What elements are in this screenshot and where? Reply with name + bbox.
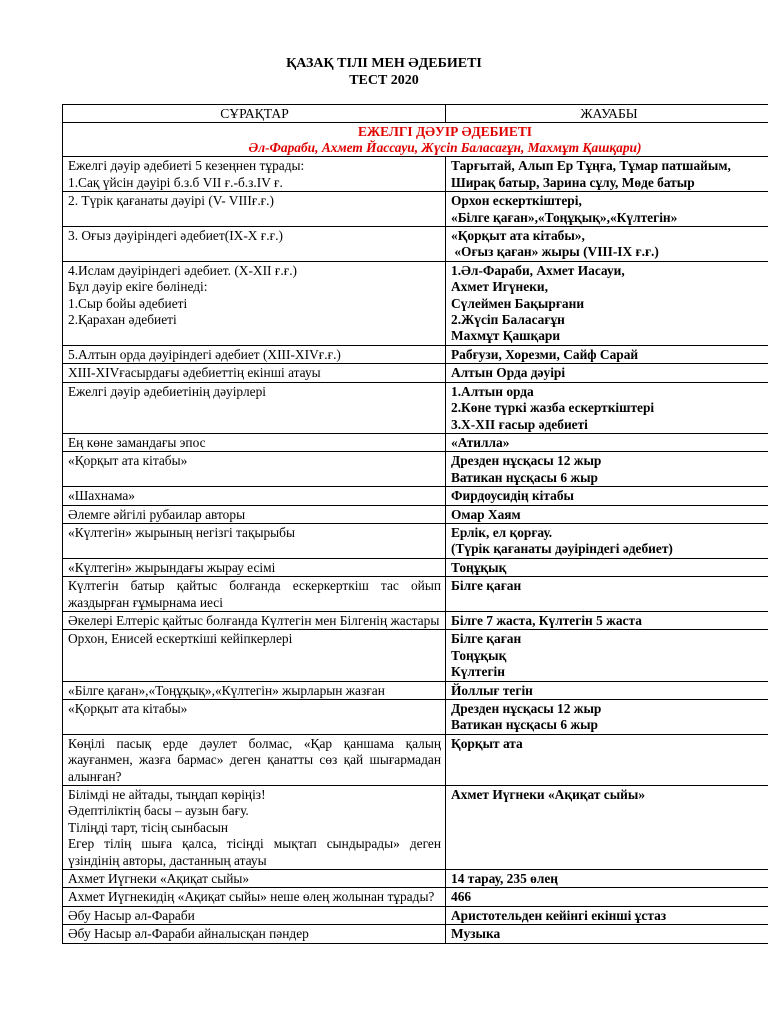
answer-text: Дрезден нұсқасы 12 жыр (451, 701, 602, 716)
answer-text: Ахмет Иүгнеки «Ақиқат сыйы» (451, 787, 646, 803)
table-row (63, 558, 768, 576)
answer-text: Тоңұқық (451, 647, 507, 663)
answer-text: Ахмет Игүнеки, (451, 279, 548, 295)
answer-text: «Атилла» (451, 434, 510, 450)
question-cell (63, 611, 446, 629)
answer-cell (446, 382, 768, 433)
answer-cell (446, 700, 768, 735)
table-row (63, 523, 768, 558)
table-row (63, 577, 768, 612)
table-row (63, 433, 768, 451)
answer-text: Білге қаған (451, 631, 522, 647)
answer-text: Ерлік, ел қорғау. (451, 524, 553, 540)
question-text: Ең көне замандағы эпос (68, 434, 206, 450)
answer-cell (446, 734, 768, 785)
answer-text: Білге 7 жаста, Күлтегін 5 жаста (451, 612, 642, 628)
question-cell (63, 870, 446, 888)
question-text: Әлемге әйгілі рубаилар авторы (68, 506, 246, 522)
answer-cell (446, 630, 768, 681)
question-text: Егер тілің шыға қалса, тісіңді мықтап сындырады» деген үзіндінің авторы, дастанның атауы (68, 836, 441, 868)
question-text: «Білге қаған»,«Тоңұқық»,«Күлтегін» жырларын жазған (68, 682, 385, 698)
answer-text: 2.Көне түркі жазба ескерткіштері (451, 400, 655, 416)
answer-cell (446, 577, 768, 612)
question-cell (63, 487, 446, 505)
question-text: Күлтегін батыр қайтыс болғанда ескеркерткіш тас ойып жаздырған ғұмырнама иесі (68, 578, 441, 610)
question-text: «Күлтегін» жырындағы жырау есімі (68, 559, 276, 575)
answer-text: «Қорқыт ата кітабы», (451, 228, 585, 244)
answer-cell (446, 261, 768, 345)
answer-text: «Білге қаған»,«Тоңұқық»,«Күлтегін» (451, 209, 678, 225)
answer-cell (446, 345, 768, 363)
table-row (63, 345, 768, 363)
document-subtitle: ТЕСТ 2020 (349, 73, 419, 88)
answer-text: Йоллығ тегін (451, 682, 533, 698)
section-authors: Әл-Фараби, Ахмет Йассауи, Жүсіп Баласағұн, Махмұт Қашқари) (248, 140, 642, 156)
question-text: Көңілі пасық ерде дәулет болмас, «Қар қаншама қалың жауғанмен, жазға бармас» деген қанатты сөз қай шығармадан алынған? (68, 735, 441, 784)
answer-text: Орхон ескерткіштері, (451, 193, 582, 209)
answer-cell (446, 364, 768, 382)
answer-cell (446, 870, 768, 888)
table-row (63, 734, 768, 785)
question-cell (63, 630, 446, 681)
answer-cell (446, 888, 768, 906)
question-cell (63, 382, 446, 433)
answer-text: Ватикан нұсқасы 6 жыр (451, 469, 599, 485)
question-cell (63, 681, 446, 699)
question-cell (63, 157, 446, 192)
question-text: 1.Сыр бойы әдебиеті (68, 295, 188, 311)
answer-cell (446, 157, 768, 192)
question-cell (63, 700, 446, 735)
table-row (63, 505, 768, 523)
answer-cell (446, 433, 768, 451)
table-row (63, 630, 768, 681)
question-cell (63, 786, 446, 870)
question-text: Әбу Насыр әл-Фараби (68, 907, 195, 923)
table-row (63, 452, 768, 487)
question-cell (63, 505, 446, 523)
answer-text: Тоңұқық (451, 559, 507, 575)
answer-text: Дрезден нұсқасы 12 жыр (451, 453, 602, 469)
answer-text: Музыка (451, 926, 501, 942)
question-text: Ежелгі дәуір әдебиетінің дәуірлері (68, 383, 266, 399)
question-text: Білімді не айтады, тыңдап көріңіз! (68, 787, 266, 803)
table-row (63, 888, 768, 906)
question-cell (63, 925, 446, 943)
question-text: Орхон, Енисей ескерткіші кейіпкерлері (68, 631, 293, 647)
table-row (63, 786, 768, 870)
question-text: 3. Оғыз дәуіріндегі әдебиет(IX-X ғ.ғ.) (68, 228, 283, 244)
answer-cell (446, 925, 768, 943)
qa-table (62, 104, 768, 944)
answer-text: Аристотельден кейінгі екінші ұстаз (451, 907, 667, 923)
table-row (63, 870, 768, 888)
question-cell (63, 345, 446, 363)
question-cell (63, 433, 446, 451)
table-row (63, 487, 768, 505)
answer-text: 2.Жүсіп Баласағұн (451, 312, 565, 328)
question-cell (63, 577, 446, 612)
answer-text: 14 тарау, 235 өлең (451, 871, 558, 887)
question-cell (63, 227, 446, 262)
table-row (63, 611, 768, 629)
answer-cell (446, 227, 768, 262)
table-row (63, 261, 768, 345)
section-heading (63, 123, 768, 157)
table-row (63, 192, 768, 227)
question-cell (63, 734, 446, 785)
question-cell (63, 906, 446, 924)
answer-cell (446, 786, 768, 870)
answer-text: «Оғыз қаған» жыры (VIII-IX ғ.ғ.) (451, 244, 659, 260)
question-text: XIII-XIVғасырдағы әдебиеттің екінші атауы (68, 365, 321, 381)
question-text: Әбу Насыр әл-Фараби айналысқан пәндер (68, 926, 309, 942)
answer-text: Күлтегін (451, 664, 505, 680)
answer-cell (446, 558, 768, 576)
table-row (63, 700, 768, 735)
section-row (63, 123, 768, 157)
answer-text: Омар Хаям (451, 506, 521, 522)
question-text: Тіліңді тарт, тісің сынбасын (68, 819, 229, 835)
question-cell (63, 364, 446, 382)
question-text: Ахмет Иүгнекидің «Ақиқат сыйы» неше өлең жолынан тұрады? (68, 889, 435, 905)
question-cell (63, 558, 446, 576)
table-row (63, 906, 768, 924)
table-row (63, 227, 768, 262)
question-text: Әкелері Елтеріс қайтыс болғанда Күлтегін мен Білгенің жастары (68, 612, 440, 628)
question-cell (63, 888, 446, 906)
answer-cell (446, 505, 768, 523)
question-text: Ежелгі дәуір әдебиеті 5 кезеңнен тұрады: (68, 158, 305, 174)
answer-text: Махмұт Қашқари (451, 328, 561, 344)
answer-cell (446, 192, 768, 227)
questions-header: СҰРАҚТАР (63, 105, 446, 123)
section-title: ЕЖЕЛГІ ДӘУІР ӘДЕБИЕТІ (357, 124, 533, 140)
question-cell (63, 523, 446, 558)
answer-text: 3.X-XII ғасыр әдебиеті (451, 416, 588, 432)
answer-text: Сүлеймен Бақырғани (451, 295, 585, 311)
question-text: 2. Түрік қағанаты дәуірі (V- VIIIғ.ғ.) (68, 193, 274, 209)
question-text: 4.Ислам дәуіріндегі әдебиет. (X-XII ғ.ғ.) (68, 262, 298, 278)
table-row (63, 925, 768, 943)
answer-text: 466 (451, 889, 472, 905)
answer-text: Рабғузи, Хорезми, Сайф Сарай (451, 346, 639, 362)
question-text: «Қорқыт ата кітабы» (68, 701, 188, 716)
question-text: «Шахнама» (68, 488, 135, 504)
answer-text: (Түрік қағанаты дәуіріндегі әдебиет) (451, 541, 673, 557)
question-text: «Қорқыт ата кітабы» (68, 453, 188, 469)
answer-cell (446, 452, 768, 487)
answer-cell (446, 487, 768, 505)
question-cell (63, 192, 446, 227)
answer-cell (446, 681, 768, 699)
answers-header: ЖАУАБЫ (446, 105, 768, 123)
answer-cell (446, 523, 768, 558)
question-text: «Күлтегін» жырының негізгі тақырыбы (68, 524, 295, 540)
question-text: Әдептіліктің басы – аузын бағу. (68, 803, 249, 819)
answer-text: Қорқыт ата (451, 735, 523, 751)
answer-text: 1.Әл-Фараби, Ахмет Иасауи, (451, 262, 625, 278)
question-text: 5.Алтын орда дәуіріндегі әдебиет (XIII-XIVғ.ғ.) (68, 346, 341, 362)
question-text: Ахмет Иүгнеки «Ақиқат сыйы» (68, 871, 250, 887)
question-text: 1.Сақ үйсін дәуірі б.з.б VII ғ.-б.з.IV ғ. (68, 174, 283, 190)
table-row (63, 681, 768, 699)
document-title: ҚАЗАҚ ТІЛІ МЕН ӘДЕБИЕТІ (286, 56, 482, 71)
answer-text: Ватикан нұсқасы 6 жыр (451, 717, 599, 733)
question-cell (63, 261, 446, 345)
answer-text: Фирдоусидің кітабы (451, 488, 574, 504)
question-text: 2.Қарахан әдебиеті (68, 312, 177, 328)
answer-cell (446, 611, 768, 629)
answer-text: 1.Алтын орда (451, 383, 534, 399)
table-row (63, 157, 768, 192)
question-cell (63, 452, 446, 487)
answer-text: Алтын Орда дәуірі (451, 365, 566, 381)
table-row (63, 364, 768, 382)
table-header-row (63, 105, 768, 123)
answer-text: Тарғытай, Алып Ер Тұңға, Тұмар патшайым, Ширақ батыр, Зарина сұлу, Мөде батыр (451, 158, 731, 190)
answer-cell (446, 906, 768, 924)
question-text: Бұл дәуір екіге бөлінеді: (68, 279, 208, 295)
table-row (63, 382, 768, 433)
answer-text: Білге қаған (451, 578, 522, 594)
